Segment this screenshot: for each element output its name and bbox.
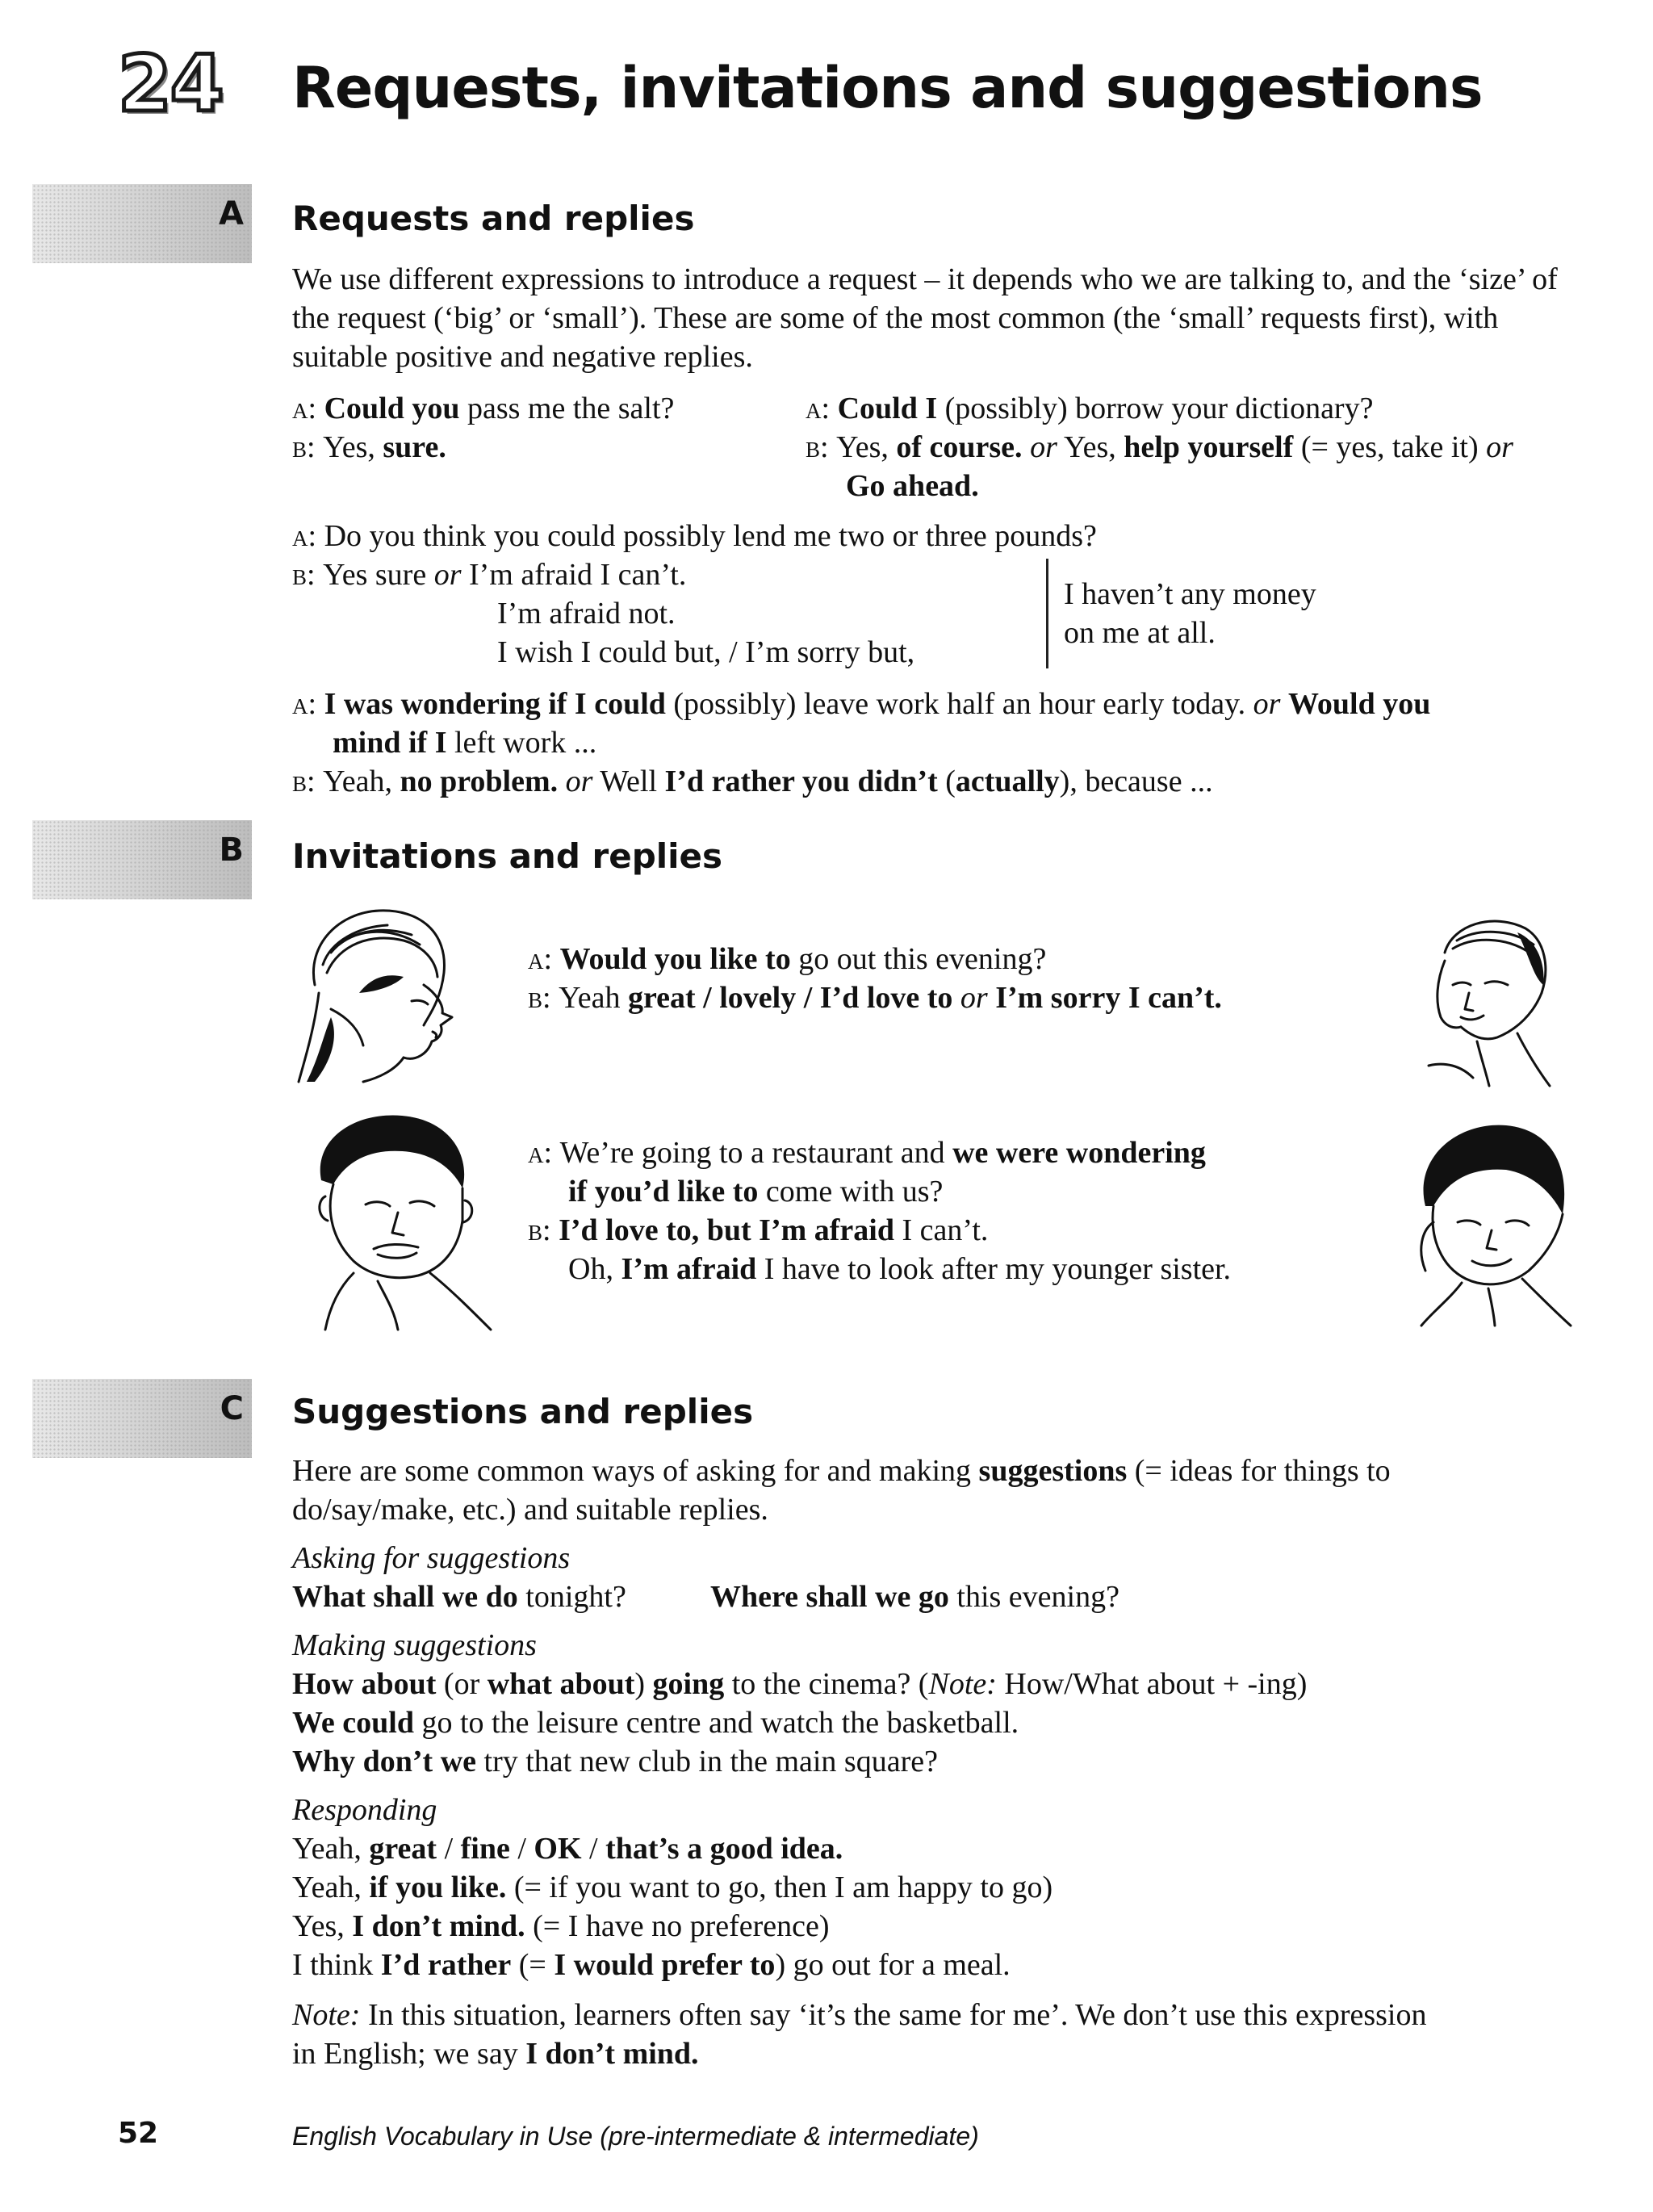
- making-heading: Making suggestions: [292, 1628, 537, 1662]
- b-d2-b-line: b: I’d love to, but I’m afraid I can’t.: [528, 1213, 989, 1247]
- ex3-b-line-3: I wish I could but, / I’m sorry but,: [497, 635, 915, 669]
- ex4-b-line: b: Yeah, no problem. or Well I’d rather you didn’t (actually), because ...: [292, 765, 1213, 798]
- ex2-a-line: a: Could I (possibly) borrow your dictionary?: [806, 392, 1374, 425]
- note-line-1: Note: In this situation, learners often say ‘it’s the same for me’. We don’t use this expression: [292, 1998, 1427, 2032]
- woman-portrait-left: [282, 896, 476, 1090]
- responding-line-4: I think I’d rather (= I would prefer to) go out for a meal.: [292, 1948, 1011, 1982]
- responding-line-2: Yeah, if you like. (= if you want to go, then I am happy to go): [292, 1871, 1053, 1904]
- section-c-marker: [32, 1379, 252, 1458]
- responding-line-1: Yeah, great / fine / OK / that’s a good idea.: [292, 1832, 843, 1866]
- making-line-3: Why don’t we try that new club in the main square?: [292, 1745, 938, 1778]
- unit-title: Requests, invitations and suggestions: [292, 55, 1483, 121]
- section-a-letter: A: [219, 195, 244, 233]
- ex3-side-2: on me at all.: [1064, 616, 1216, 650]
- section-a-marker: [32, 184, 252, 263]
- section-b-letter: B: [219, 832, 244, 869]
- ex3-side-1: I haven’t any money: [1064, 577, 1316, 611]
- section-a-title: Requests and replies: [292, 199, 695, 238]
- b-d2-b-line-2: Oh, I’m afraid I have to look after my younger sister.: [568, 1252, 1232, 1286]
- c-intro-line-2: do/say/make, etc.) and suitable replies.: [292, 1493, 768, 1527]
- b-d1-a-line: a: Would you like to go out this evening?: [528, 942, 1047, 976]
- divider-bar: [1046, 559, 1048, 668]
- b-d2-a-line-2: if you’d like to come with us?: [568, 1175, 944, 1209]
- man-portrait-right: [1396, 904, 1574, 1090]
- c-intro-line-1: Here are some common ways of asking for and making suggestions (= ideas for things to: [292, 1454, 1391, 1488]
- making-line-2: We could go to the leisure centre and watch the basketball.: [292, 1706, 1019, 1740]
- ex3-b-line-2: I’m afraid not.: [497, 597, 676, 631]
- ask-line-2: Where shall we go this evening?: [710, 1580, 1119, 1614]
- ex2-b-line-2: Go ahead.: [846, 469, 979, 503]
- page-number: 52: [118, 2117, 159, 2150]
- ex3-b-line: b: Yes sure or I’m afraid I can’t.: [292, 558, 687, 592]
- ex4-a-line: a: I was wondering if I could (possibly) leave work half an hour early today. or Would you: [292, 687, 1431, 721]
- ex1-a-line: a: Could you pass me the salt?: [292, 392, 675, 425]
- woman-portrait-right: [1385, 1109, 1587, 1327]
- ex1-b-line: b: Yes, sure.: [292, 430, 446, 464]
- section-c-letter: C: [220, 1390, 244, 1427]
- making-line-1: How about (or what about) going to the cinema? (Note: How/What about + -ing): [292, 1667, 1308, 1701]
- ex3-a-line: a: Do you think you could possibly lend me two or three pounds?: [292, 519, 1097, 553]
- b-d1-b-line: b: Yeah great / lovely / I’d love to or I’m sorry I can’t.: [528, 981, 1222, 1015]
- responding-line-3: Yes, I don’t mind. (= I have no preference): [292, 1909, 830, 1943]
- unit-number: 24: [118, 39, 223, 129]
- section-b-title: Invitations and replies: [292, 836, 723, 876]
- section-a-intro: We use different expressions to introduce a request – it depends who we are talking to, and the ‘size’ of the request (‘big’ or ‘small’). These are some of the most common (the ‘small’ requests first), with suitable positive and negative replies.: [292, 262, 1558, 374]
- asking-heading: Asking for suggestions: [292, 1541, 571, 1575]
- section-b-marker: [32, 820, 252, 899]
- ask-line-1: What shall we do tonight?: [292, 1580, 626, 1614]
- ex2-b-line: b: Yes, of course. or Yes, help yourself (= yes, take it) or: [806, 430, 1513, 464]
- note-line-2: in English; we say I don’t mind.: [292, 2037, 699, 2071]
- ex4-a-line-2: mind if I left work ...: [333, 726, 597, 760]
- section-c-title: Suggestions and replies: [292, 1392, 754, 1431]
- responding-heading: Responding: [292, 1793, 437, 1827]
- b-d2-a-line: a: We’re going to a restaurant and we were wondering: [528, 1136, 1206, 1170]
- man-portrait-left: [289, 1100, 523, 1334]
- book-title: English Vocabulary in Use (pre-intermediate & intermediate): [292, 2122, 979, 2151]
